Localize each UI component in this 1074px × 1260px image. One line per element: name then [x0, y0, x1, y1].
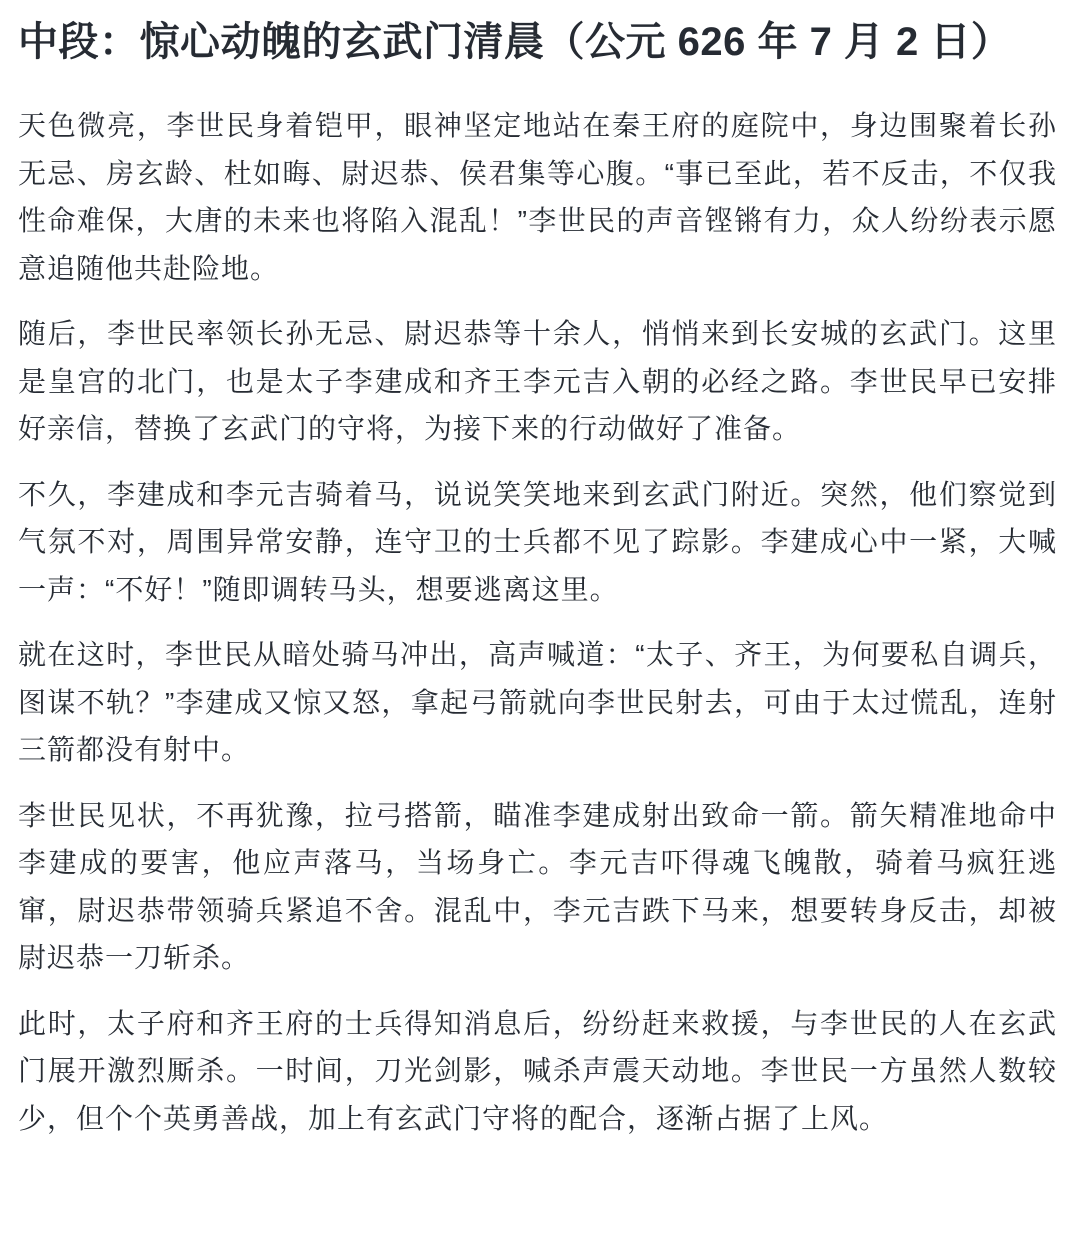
paragraph-6: 此时，太子府和齐王府的士兵得知消息后，纷纷赶来救援，与李世民的人在玄武门展开激烈厮杀。一时间，刀光剑影，喊杀声震天动地。李世民一方虽然人数较少，但个个英勇善战，加上有玄武门守将的配合，逐渐占据了上风。 [18, 1007, 1057, 1134]
paragraph-2: 随后，李世民率领长孙无忌、尉迟恭等十余人，悄悄来到长安城的玄武门。这里是皇宫的北门，也是太子李建成和齐王李元吉入朝的必经之路。李世民早已安排好亲信，替换了玄武门的守将，为接下来的行动做好了准备。 [18, 318, 1057, 444]
paragraph-5: 李世民见状，不再犹豫，拉弓搭箭，瞄准李建成射出致命一箭。箭矢精准地命中李建成的要害，他应声落马，当场身亡。李元吉吓得魂飞魄散，骑着马疯狂逃窜，尉迟恭带领骑兵紧追不舍。混乱中，李元吉跌下马来，想要转身反击，却被尉迟恭一刀斩杀。 [18, 799, 1057, 973]
page-title: 中段：惊心动魄的玄武门清晨（公元 626 年 7 月 2 日） [18, 20, 1012, 64]
paragraph-1: 天色微亮，李世民身着铠甲，眼神坚定地站在秦王府的庭院中，身边围聚着长孙无忌、房玄龄、杜如晦、尉迟恭、侯君集等心腹。“事已至此，若不反击，不仅我性命难保，大唐的未来也将陷入混乱！”李世民的声音铿锵有力，众人纷纷表示愿意追随他共赴险地。 [18, 110, 1057, 284]
paragraph-4: 就在这时，李世民从暗处骑马冲出，高声喊道：“太子、齐王，为何要私自调兵，图谋不轨？”李建成又惊又怒，拿起弓箭就向李世民射去，可由于太过慌乱，连射三箭都没有射中。 [18, 639, 1057, 765]
paragraph-3: 不久，李建成和李元吉骑着马，说说笑笑地来到玄武门附近。突然，他们察觉到气氛不对，周围异常安静，连守卫的士兵都不见了踪影。李建成心中一紧，大喊一声：“不好！”随即调转马头，想要逃离这里。 [18, 478, 1057, 605]
